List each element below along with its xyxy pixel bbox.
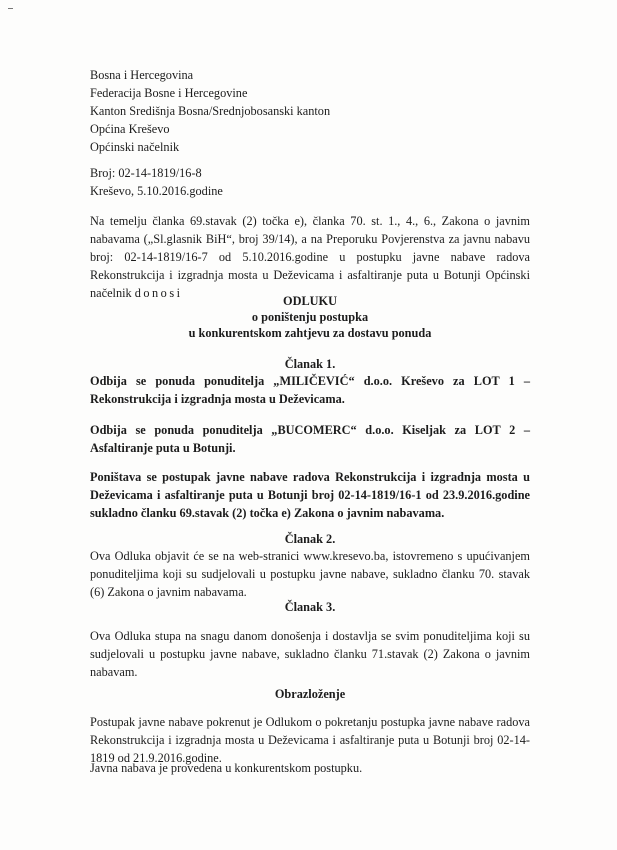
preamble-text: Na temelju članka 69.stavak (2) točka e), članka 70. st. 1., 4., 6., Zakona o javnim nabavama („Sl.glasnik BiH“, broj 39/14), a na Preporuku Povjerenstva za javnu nabavu broj: 02-14-1819/16-7 od 5.10.2016.godine u postupku javne nabave radova Rekonstrukcija i izgradnja mosta u Deževicama i asfaltiranje puta u Botunji Općinski načelnik bbox=[90, 214, 530, 300]
municipality-line: Općina Kreševo bbox=[90, 122, 170, 136]
article-3-text: Ova Odluka stupa na snagu danom donošenja i dostavlja se svim ponuditeljima koji su sudjelovali u postupku javne nabave, sukladno članku 71.stavak (2) Zakona o javnim nabavam. bbox=[90, 629, 530, 679]
reference-block bbox=[90, 164, 223, 200]
mayor-line: Općinski načelnik bbox=[90, 140, 180, 154]
explanation-text-1: Postupak javne nabave pokrenut je Odlukom o pokretanju postupka javne nabave radova Rekonstrukcija i izgradnja mosta u Deževicama i asfaltiranje puta u Botunji broj 02-14-1819 od 21.9.2016.godine. bbox=[90, 715, 530, 765]
article-1-paragraph-3: Poništava se postupak javne nabave radova Rekonstrukcija i izgradnja mosta u Deževicama i asfaltiranje puta u Botunji broj 02-14-1819/16-1 od 23.9.2016.godine sukladno članku 69.stavak (2) točka e) Zakona o javnim nabavama. bbox=[90, 470, 530, 520]
article-1-paragraph-2: Odbija se ponuda ponuditelja „BUCOMERC“ d.o.o. Kiseljak za LOT 2 – Asfaltiranje puta u Botunji. bbox=[90, 423, 530, 455]
preamble-verb: donosi bbox=[134, 286, 183, 300]
article-1-heading: Članak 1. bbox=[284, 357, 336, 371]
explanation-text-2: Javna nabava je provedena u konkurentskom postupku. bbox=[90, 761, 363, 775]
preamble bbox=[90, 212, 530, 302]
article-3-heading: Članak 3. bbox=[284, 600, 336, 614]
letterhead bbox=[90, 66, 330, 156]
country-line: Bosna i Hercegovina bbox=[90, 68, 194, 82]
scan-mark bbox=[8, 8, 13, 9]
place-date: Kreševo, 5.10.2016.godine bbox=[90, 184, 223, 198]
article-2-heading: Članak 2. bbox=[284, 532, 336, 546]
title-line-1: ODLUKU bbox=[283, 294, 337, 308]
canton-line: Kanton Središnja Bosna/Srednjobosanski kanton bbox=[90, 104, 331, 118]
explanation-heading: Obrazloženje bbox=[274, 687, 346, 701]
document-number: Broj: 02-14-1819/16-8 bbox=[90, 166, 202, 180]
federation-line: Federacija Bosne i Hercegovine bbox=[90, 86, 248, 100]
article-2-text: Ova Odluka objavit će se na web-stranici www.kresevo.ba, istovremeno s upućivanjem ponuditeljima koji su sudjelovali u postupku javne nabave, sukladno članku 70. stavak (6) Zakona o javnim nabavama. bbox=[90, 549, 530, 599]
article-1-paragraph-1: Odbija se ponuda ponuditelja „MILIČEVIĆ“ d.o.o. Kreševo za LOT 1 – Rekonstrukcija i izgradnja mosta u Deževicama. bbox=[90, 374, 530, 406]
title-line-2: o poništenju postupka bbox=[251, 310, 369, 324]
decision-title bbox=[90, 293, 530, 341]
title-line-3: u konkurentskom zahtjevu za dostavu ponuda bbox=[188, 326, 432, 340]
